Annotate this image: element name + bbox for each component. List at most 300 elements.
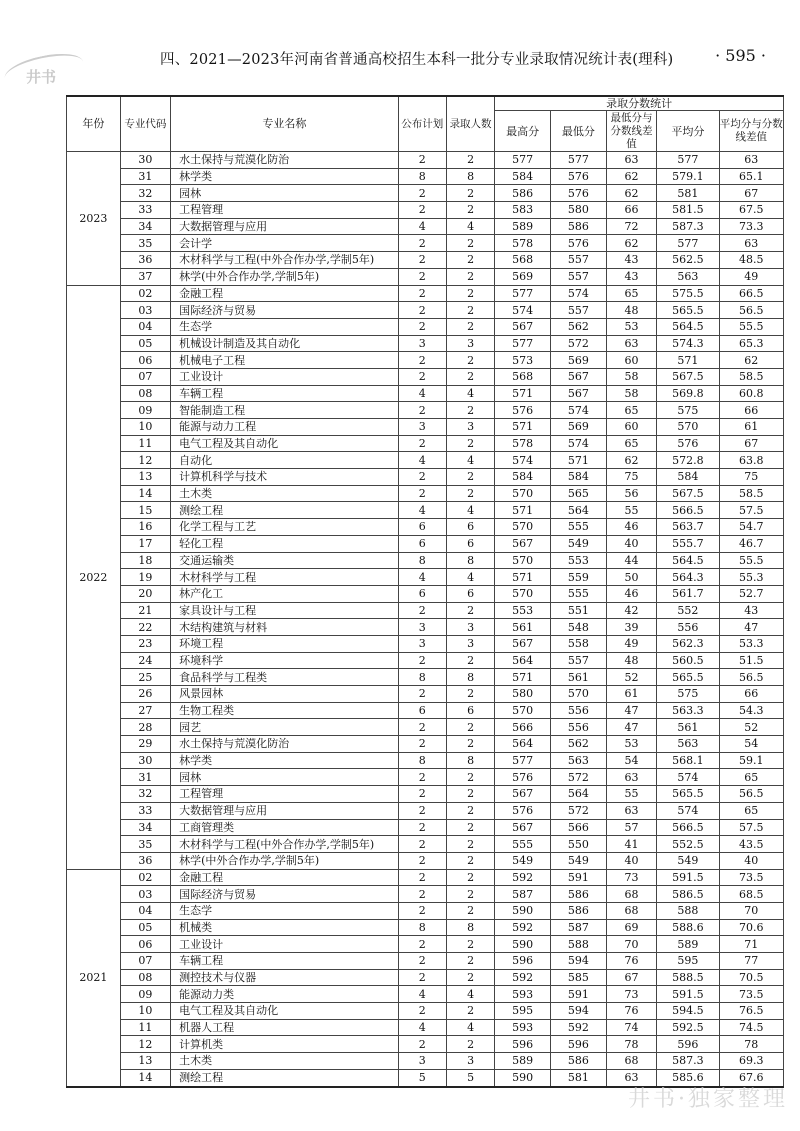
code-cell: 27 [120,702,170,719]
name-cell: 生态学 [171,318,399,335]
table-row [67,285,784,302]
min-diff-cell: 48 [606,652,656,669]
plan-cell: 4 [398,218,446,235]
avg-diff-cell: 63.8 [719,452,784,469]
plan-cell: 2 [398,485,446,502]
max-cell: 564 [495,736,551,753]
max-cell: 574 [495,302,551,319]
max-cell: 571 [495,669,551,686]
min-cell: 556 [551,719,607,736]
min-cell: 561 [551,669,607,686]
avg-diff-cell: 68.5 [719,886,784,903]
enrolled-cell: 2 [446,953,494,970]
min-cell: 576 [551,235,607,252]
min-diff-cell: 49 [606,635,656,652]
min-cell: 584 [551,469,607,486]
avg-cell: 574 [657,802,719,819]
min-diff-cell: 44 [606,552,656,569]
max-cell: 595 [495,1003,551,1020]
max-cell: 564 [495,652,551,669]
enrolled-cell: 4 [446,385,494,402]
code-cell: 10 [120,1003,170,1020]
min-cell: 586 [551,886,607,903]
table-row [67,1019,784,1036]
table-row [67,502,784,519]
enrolled-cell: 2 [446,869,494,886]
min-diff-cell: 52 [606,669,656,686]
table-row [67,168,784,185]
name-cell: 林学(中外合作办学,学制5年) [171,268,399,285]
avg-diff-cell: 70.6 [719,919,784,936]
code-cell: 29 [120,736,170,753]
name-cell: 木结构建筑与材料 [171,619,399,636]
avg-diff-cell: 70 [719,902,784,919]
avg-diff-cell: 58.5 [719,485,784,502]
max-cell: 596 [495,953,551,970]
avg-cell: 561 [657,719,719,736]
min-cell: 585 [551,969,607,986]
max-cell: 577 [495,152,551,169]
table-row [67,802,784,819]
avg-diff-cell: 54.3 [719,702,784,719]
max-cell: 567 [495,786,551,803]
min-diff-cell: 62 [606,168,656,185]
code-cell: 03 [120,302,170,319]
max-cell: 573 [495,352,551,369]
avg-cell: 564.5 [657,318,719,335]
avg-cell: 549 [657,852,719,869]
plan-cell: 2 [398,936,446,953]
table-row [67,152,784,169]
min-diff-cell: 58 [606,368,656,385]
min-diff-cell: 68 [606,902,656,919]
col-min-header: 最低分 [551,111,607,152]
table-row [67,185,784,202]
plan-cell: 2 [398,719,446,736]
min-cell: 566 [551,819,607,836]
enrolled-cell: 6 [446,585,494,602]
max-cell: 571 [495,385,551,402]
code-cell: 22 [120,619,170,636]
max-cell: 569 [495,268,551,285]
min-diff-cell: 46 [606,519,656,536]
plan-cell: 2 [398,969,446,986]
avg-diff-cell: 75 [719,469,784,486]
min-cell: 556 [551,702,607,719]
enrolled-cell: 4 [446,452,494,469]
avg-diff-cell: 66 [719,686,784,703]
table-row [67,469,784,486]
name-cell: 工商管理类 [171,819,399,836]
enrolled-cell: 3 [446,619,494,636]
col-name-header: 专业名称 [171,96,399,152]
name-cell: 车辆工程 [171,953,399,970]
enrolled-cell: 2 [446,886,494,903]
min-diff-cell: 63 [606,335,656,352]
code-cell: 11 [120,1019,170,1036]
min-diff-cell: 57 [606,819,656,836]
table-row [67,419,784,436]
min-diff-cell: 43 [606,268,656,285]
enrolled-cell: 2 [446,485,494,502]
avg-cell: 563 [657,268,719,285]
avg-diff-cell: 43.5 [719,836,784,853]
plan-cell: 3 [398,619,446,636]
min-diff-cell: 42 [606,602,656,619]
code-cell: 34 [120,819,170,836]
code-cell: 02 [120,285,170,302]
plan-cell: 2 [398,886,446,903]
avg-diff-cell: 54.7 [719,519,784,536]
min-diff-cell: 61 [606,686,656,703]
table-row [67,235,784,252]
enrolled-cell: 8 [446,669,494,686]
avg-diff-cell: 54 [719,736,784,753]
max-cell: 593 [495,1019,551,1036]
avg-diff-cell: 63 [719,152,784,169]
name-cell: 轻化工程 [171,535,399,552]
logo [4,56,94,96]
max-cell: 578 [495,235,551,252]
min-diff-cell: 46 [606,585,656,602]
avg-cell: 587.3 [657,218,719,235]
code-cell: 30 [120,152,170,169]
avg-diff-cell: 65 [719,802,784,819]
plan-cell: 8 [398,552,446,569]
code-cell: 36 [120,252,170,269]
min-diff-cell: 63 [606,152,656,169]
table-row [67,335,784,352]
avg-diff-cell: 67 [719,185,784,202]
min-diff-cell: 73 [606,986,656,1003]
code-cell: 33 [120,202,170,219]
name-cell: 机械类 [171,919,399,936]
avg-cell: 572.8 [657,452,719,469]
code-cell: 05 [120,335,170,352]
enrolled-cell: 2 [446,719,494,736]
min-diff-cell: 47 [606,719,656,736]
plan-cell: 8 [398,752,446,769]
min-cell: 564 [551,502,607,519]
max-cell: 570 [495,552,551,569]
avg-cell: 552.5 [657,836,719,853]
code-cell: 35 [120,235,170,252]
min-cell: 569 [551,419,607,436]
min-diff-cell: 56 [606,485,656,502]
avg-cell: 575 [657,402,719,419]
min-cell: 550 [551,836,607,853]
min-diff-cell: 68 [606,1053,656,1070]
max-cell: 577 [495,752,551,769]
min-diff-cell: 65 [606,285,656,302]
max-cell: 574 [495,452,551,469]
avg-cell: 591.5 [657,986,719,1003]
code-cell: 31 [120,168,170,185]
avg-cell: 568.1 [657,752,719,769]
table-row [67,652,784,669]
enrolled-cell: 3 [446,1053,494,1070]
min-diff-cell: 47 [606,702,656,719]
avg-diff-cell: 67.5 [719,202,784,219]
max-cell: 587 [495,886,551,903]
enrolled-cell: 8 [446,552,494,569]
code-cell: 23 [120,635,170,652]
plan-cell: 2 [398,368,446,385]
max-cell: 570 [495,702,551,719]
name-cell: 大数据管理与应用 [171,802,399,819]
max-cell: 567 [495,635,551,652]
code-cell: 37 [120,268,170,285]
min-cell: 594 [551,1003,607,1020]
plan-cell: 2 [398,736,446,753]
enrolled-cell: 6 [446,702,494,719]
name-cell: 机器人工程 [171,1019,399,1036]
min-diff-cell: 67 [606,969,656,986]
avg-cell: 563 [657,736,719,753]
min-cell: 587 [551,919,607,936]
name-cell: 金融工程 [171,285,399,302]
enrolled-cell: 2 [446,435,494,452]
min-cell: 596 [551,1036,607,1053]
min-cell: 574 [551,285,607,302]
name-cell: 测绘工程 [171,502,399,519]
max-cell: 553 [495,602,551,619]
avg-cell: 563.3 [657,702,719,719]
table-row [67,786,784,803]
table-row [67,1036,784,1053]
min-cell: 557 [551,268,607,285]
avg-cell: 569.8 [657,385,719,402]
max-cell: 596 [495,1036,551,1053]
avg-diff-cell: 74.5 [719,1019,784,1036]
avg-diff-cell: 55.5 [719,552,784,569]
enrolled-cell: 3 [446,419,494,436]
enrolled-cell: 2 [446,852,494,869]
enrolled-cell: 8 [446,752,494,769]
avg-cell: 588.5 [657,969,719,986]
enrolled-cell: 2 [446,185,494,202]
enrolled-cell: 3 [446,335,494,352]
plan-cell: 8 [398,919,446,936]
name-cell: 工程管理 [171,786,399,803]
name-cell: 车辆工程 [171,385,399,402]
code-cell: 33 [120,802,170,819]
code-cell: 36 [120,852,170,869]
code-cell: 32 [120,185,170,202]
avg-cell: 562.5 [657,252,719,269]
avg-diff-cell: 56.5 [719,669,784,686]
name-cell: 风景园林 [171,686,399,703]
table-row [67,318,784,335]
max-cell: 561 [495,619,551,636]
plan-cell: 6 [398,702,446,719]
name-cell: 环境工程 [171,635,399,652]
avg-diff-cell: 40 [719,852,784,869]
code-cell: 18 [120,552,170,569]
name-cell: 电气工程及其自动化 [171,1003,399,1020]
min-diff-cell: 40 [606,852,656,869]
page-header [40,46,780,70]
max-cell: 590 [495,1069,551,1086]
table-row [67,602,784,619]
avg-cell: 575.5 [657,285,719,302]
plan-cell: 2 [398,402,446,419]
name-cell: 环境科学 [171,652,399,669]
code-cell: 15 [120,502,170,519]
enrolled-cell: 2 [446,235,494,252]
name-cell: 自动化 [171,452,399,469]
avg-cell: 589 [657,936,719,953]
code-cell: 19 [120,569,170,586]
code-cell: 16 [120,519,170,536]
avg-diff-cell: 67 [719,435,784,452]
table-row [67,302,784,319]
table-row [67,402,784,419]
avg-cell: 552 [657,602,719,619]
name-cell: 生物工程类 [171,702,399,719]
name-cell: 测控技术与仪器 [171,969,399,986]
min-cell: 591 [551,986,607,1003]
name-cell: 土木类 [171,485,399,502]
avg-diff-cell: 56.5 [719,786,784,803]
name-cell: 金融工程 [171,869,399,886]
name-cell: 木材科学与工程(中外合作办学,学制5年) [171,252,399,269]
avg-cell: 562.3 [657,635,719,652]
table-row [67,535,784,552]
min-cell: 591 [551,869,607,886]
table-row [67,819,784,836]
enrolled-cell: 2 [446,819,494,836]
avg-cell: 587.3 [657,1053,719,1070]
page-title: 四、2021—2023年河南省普通高校招生本科一批分专业录取情况统计表(理科) [160,52,674,68]
min-cell: 576 [551,185,607,202]
plan-cell: 2 [398,836,446,853]
avg-diff-cell: 78 [719,1036,784,1053]
enrolled-cell: 2 [446,736,494,753]
avg-cell: 556 [657,619,719,636]
enrolled-cell: 2 [446,602,494,619]
avg-cell: 596 [657,1036,719,1053]
name-cell: 园林 [171,185,399,202]
plan-cell: 2 [398,819,446,836]
max-cell: 592 [495,919,551,936]
min-diff-cell: 73 [606,869,656,886]
admission-table [66,95,784,1088]
plan-cell: 2 [398,469,446,486]
max-cell: 568 [495,252,551,269]
min-diff-cell: 41 [606,836,656,853]
max-cell: 584 [495,469,551,486]
max-cell: 586 [495,185,551,202]
plan-cell: 2 [398,869,446,886]
plan-cell: 2 [398,318,446,335]
code-cell: 14 [120,1069,170,1086]
min-cell: 572 [551,769,607,786]
avg-diff-cell: 65.1 [719,168,784,185]
max-cell: 571 [495,569,551,586]
min-cell: 565 [551,485,607,502]
code-cell: 17 [120,535,170,552]
name-cell: 计算机类 [171,1036,399,1053]
enrolled-cell: 2 [446,268,494,285]
plan-cell: 2 [398,252,446,269]
plan-cell: 2 [398,786,446,803]
max-cell: 590 [495,936,551,953]
min-cell: 557 [551,252,607,269]
min-cell: 577 [551,152,607,169]
name-cell: 国际经济与贸易 [171,302,399,319]
code-cell: 05 [120,919,170,936]
code-cell: 12 [120,452,170,469]
table-row [67,969,784,986]
code-cell: 12 [120,1036,170,1053]
enrolled-cell: 2 [446,802,494,819]
plan-cell: 2 [398,202,446,219]
min-diff-cell: 53 [606,736,656,753]
min-cell: 563 [551,752,607,769]
code-cell: 11 [120,435,170,452]
code-cell: 24 [120,652,170,669]
enrolled-cell: 4 [446,986,494,1003]
min-diff-cell: 72 [606,218,656,235]
avg-cell: 576 [657,435,719,452]
table-row [67,953,784,970]
enrolled-cell: 2 [446,1003,494,1020]
table-row [67,485,784,502]
avg-diff-cell: 60.8 [719,385,784,402]
logo-text: 井书 [26,68,57,86]
avg-diff-cell: 43 [719,602,784,619]
min-cell: 553 [551,552,607,569]
table-row [67,736,784,753]
min-diff-cell: 55 [606,502,656,519]
name-cell: 食品科学与工程类 [171,669,399,686]
avg-cell: 595 [657,953,719,970]
name-cell: 生态学 [171,902,399,919]
table-row [67,919,784,936]
name-cell: 林产化工 [171,585,399,602]
min-diff-cell: 62 [606,235,656,252]
avg-diff-cell: 70.5 [719,969,784,986]
plan-cell: 2 [398,435,446,452]
name-cell: 林学类 [171,752,399,769]
code-cell: 09 [120,402,170,419]
avg-diff-cell: 66 [719,402,784,419]
avg-cell: 571 [657,352,719,369]
min-cell: 555 [551,585,607,602]
avg-diff-cell: 46.7 [719,535,784,552]
plan-cell: 3 [398,335,446,352]
avg-cell: 577 [657,235,719,252]
min-diff-cell: 43 [606,252,656,269]
min-cell: 557 [551,652,607,669]
table-row [67,252,784,269]
min-cell: 574 [551,435,607,452]
avg-cell: 567.5 [657,368,719,385]
name-cell: 化学工程与工艺 [171,519,399,536]
avg-cell: 581 [657,185,719,202]
avg-cell: 555.7 [657,535,719,552]
code-cell: 03 [120,886,170,903]
max-cell: 555 [495,836,551,853]
table-row [67,852,784,869]
max-cell: 570 [495,585,551,602]
min-cell: 559 [551,569,607,586]
name-cell: 工业设计 [171,936,399,953]
max-cell: 583 [495,202,551,219]
plan-cell: 8 [398,168,446,185]
avg-diff-cell: 53.3 [719,635,784,652]
